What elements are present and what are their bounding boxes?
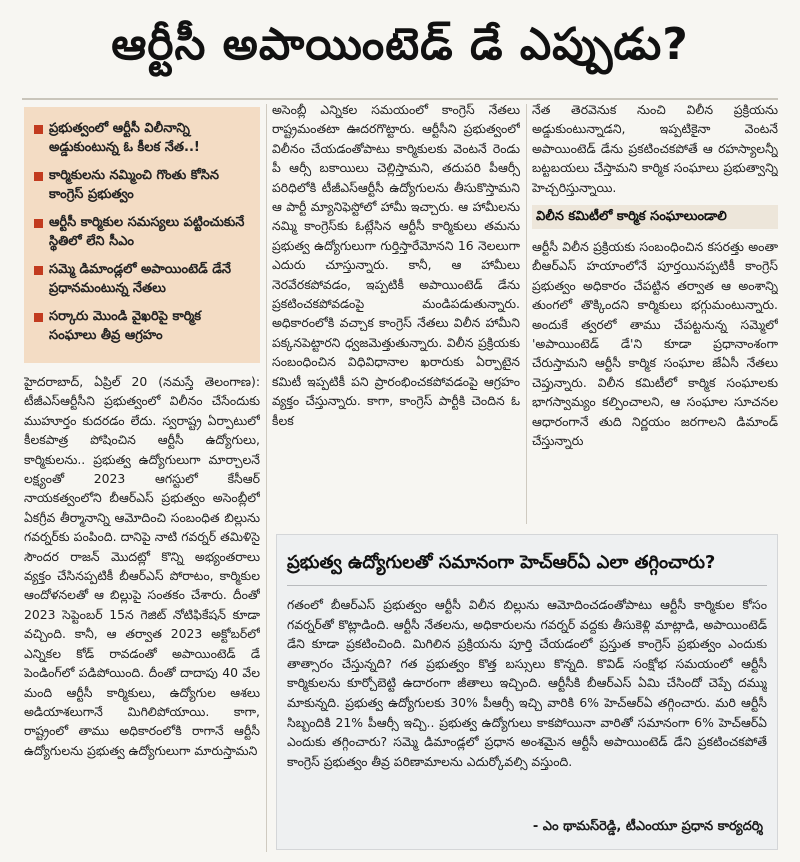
- highlight-text: కార్మికులను నమ్మించి గొంతు కోసిన కాంగ్రెస్ ప్రభుత్వం: [49, 168, 220, 202]
- highlight-text: ఆర్టీసీ కార్మికుల సమస్యలు పట్టించుకునే స్థితిలో లేని సీఎం: [49, 215, 245, 249]
- article-paragraph: నేత తెరవెనుక నుంచి విలీన ప్రక్రియను అడ్డుకుంటున్నాడని, ఇప్పటికైనా వెంటనే అపాయింటెడ్ డేను ప్రకటించకపోతే ఆ రహస్యాలన్నీ బట్టబయలు చేస్తామని కార్మిక సంఘాలు ప్రభుత్వాన్ని హెచ్చరిస్తున్నాయి.: [532, 102, 778, 195]
- square-bullet-icon: [34, 313, 43, 322]
- square-bullet-icon: [34, 219, 43, 228]
- column-divider: [526, 104, 527, 524]
- square-bullet-icon: [34, 266, 43, 275]
- quote-box-divider: [287, 585, 767, 586]
- quote-signature: - ఎం థామస్‌రెడ్డి, టీఎంయూ ప్రధాన కార్యదర్శి: [532, 819, 763, 834]
- article-column-1: [24, 372, 260, 850]
- article-paragraph: ఆర్టీసీ విలీన ప్రక్రియకు సంబంధించిన కసరత్తు అంతా బీఆర్ఎస్ హయాంలోనే పూర్తయినప్పటికీ కాంగ్రెస్ ప్రభుత్వం అధికారం చేపట్టిన తర్వాత ఆ అంశాన్ని తుంగలో తొక్కిందని కార్మికులు భగ్గుమంటున్నారు. అందుకే త్వరలో తాము చేపట్టనున్న సమ్మెలో 'అపాయింటెడ్ డే'ని కూడా ప్రధానాంశంగా చేరుస్తామని ఆర్టీసీ కార్మిక సంఘాల జేఏసీ నేతలు చెప్తున్నారు. విలీన కమిటీలో కార్మిక సంఘాలకు భాగస్వామ్యం కల్పించాలని, ఆ సంఘాల సూచనల ఆధారంగానే తుది నిర్ణయం జరగాలని డిమాండ్ చేస్తున్నారు: [532, 239, 778, 449]
- highlight-item: [34, 119, 252, 157]
- page-headline: ఆర్టీసీ అపాయింటెడ్ డే ఎప్పుడు?: [111, 19, 689, 70]
- square-bullet-icon: [34, 125, 43, 134]
- column-divider: [266, 104, 267, 852]
- quote-box-title: ప్రభుత్వ ఉద్యోగులతో సమానంగా హెచ్‌ఆర్‌ఏ ఎలా తగ్గించారు?: [287, 552, 716, 573]
- section-subheading: విలీన కమిటీలో కార్మిక సంఘాలుండాలి: [532, 205, 778, 229]
- highlight-item: [34, 166, 252, 204]
- highlight-text: సమ్మె డిమాండ్లలో అపాయింటెడ్ డేనే ప్రధానమంటున్న నేతలు: [49, 262, 232, 296]
- article-paragraph: అసెంబ్లీ ఎన్నికల సమయంలో కాంగ్రెస్ నేతలు రాష్ట్రమంతటా ఊదరగొట్టారు. ఆర్టీసీని ప్రభుత్వంలో విలీనం చేయడంతోపాటు కార్మికులకు వెంటనే రెండు పీ ఆర్సీ బకాయిలు చెల్లిస్తామని, తదుపరి పీఆర్సీ పరిధిలోకి టీజీఎస్ఆర్టీసీ ఉద్యోగులను తీసుకొస్తామని ఆ పార్టీ మ్యానిఫెస్టోలో హామీ ఇచ్చారు. ఆ హామీలను నమ్మి కాంగ్రెస్‌కు ఓట్లేసిన ఆర్టీసీ కార్మికులు తమను ప్రభుత్వ ఉద్యోగులుగా గుర్తిస్తారేమోనని 16 నెలలుగా ఎదురు చూస్తున్నారు. కానీ, ఆ హామీలు నెరవేరకపోవడం, ఇప్పటికీ అపాయింటెడ్ డేను ప్రకటించకపోవడంపై మండిపడుతున్నారు. అధికారంలోకి వచ్చాక కాంగ్రెస్ నేతలు విలీన హామీని పక్కనపెట్టారని ధ్వజమెత్తుతున్నారు. విలీన ప్రక్రియకు సంబంధించిన విధివిధానాల ఖరారుకు ఏర్పాటైన కమిటీ ఇప్పటికీ పని ప్రారంభించకపోవడంపై ఆగ్రహం వ్యక్తం చేస్తున్నారు. కాగా, కాంగ్రెస్ పార్టీకి చెందిన ఓ కీలక: [272, 102, 520, 428]
- article-paragraph: హైదరాబాద్, ఏప్రిల్ 20 (నమస్తే తెలంగాణ): టీజీఎస్ఆర్టీసీని ప్రభుత్వంలో విలీనం చేసేందుకు ముహూర్తం కుదరడం లేదు. స్వరాష్ట్ర ఏర్పాటులో కీలకపాత్ర పోషించిన ఆర్టీసీ ఉద్యోగులు, కార్మికులను.. ప్రభుత్వ ఉద్యోగులుగా మార్చాలనే లక్ష్యంతో 2023 ఆగస్టులో కేసీఆర్ నాయకత్వంలోని బీఆర్ఎస్ ప్రభుత్వం అసెంబ్లీలో ఏకగ్రీవ తీర్మానాన్ని ఆమోదించి సంబంధిత బిల్లును గవర్నర్‌కు పంపింది. దానిపై నాటి గవర్నర్ తమిళిసై సౌందర రాజన్ మొదట్లో కొన్ని అభ్యంతరాలు వ్యక్తం చేసినప్పటికీ బీఆర్ఎస్ పోరాటం, కార్మికుల ఆందోళనలతో ఆ బిల్లుపై సంతకం చేశారు. దీంతో 2023 సెప్టెంబర్ 15న గెజిట్ నోటిఫికేషన్ కూడా వచ్చింది. కానీ, ఆ తర్వాత 2023 అక్టోబర్‌లో ఎన్నికల కోడ్ రావడంతో అపాయింటెడ్ డే పెండింగ్‌లో పడిపోయింది. దీంతో దాదాపు 40 వేల మంది ఆర్టీసీ కార్మికులు, ఉద్యోగుల ఆశలు అడియాశలుగానే మిగిలిపోయాయి. కాగా, రాష్ట్రంలో తాము అధికారంలోకి రాగానే ఆర్టీసీ ఉద్యోగులను ప్రభుత్వ ఉద్యోగులుగా మారుస్తామని: [24, 374, 260, 758]
- highlight-text: సర్కారు మొండి వైఖరిపై కార్మిక సంఘాలు తీవ్ర ఆగ్రహం: [49, 309, 202, 343]
- quote-box: [276, 534, 778, 850]
- highlight-item: [34, 260, 252, 298]
- square-bullet-icon: [34, 172, 43, 181]
- highlight-item: [34, 213, 252, 251]
- highlight-text: ప్రభుత్వంలో ఆర్టీసీ విలీనాన్ని అడ్డుకుంటున్న ఓ కీలక నేత..!: [49, 121, 200, 155]
- quote-box-body: గతంలో బీఆర్ఎస్ ప్రభుత్వం ఆర్టీసీ విలీన బిల్లును ఆమోదించడంతోపాటు ఆర్టీసీ కార్మికుల కోసం గవర్నర్‌తో కొట్లాడింది. ఆర్టీసీ నేతలను, అధికారులను గవర్నర్ వద్దకు తీసుకెళ్లి మాట్లాడి, అపాయింటెడ్ డేని కూడా ప్రకటించింది. మిగిలిన ప్రక్రియను పూర్తి చేయడంలో ప్రస్తుత కాంగ్రెస్ ప్రభుత్వం ఎందుకు తాత్సారం చేస్తున్నది? గత ప్రభుత్వం కొత్త బస్సులు కొన్నది. కొవిడ్ సంక్షోభ సమయంలో ఆర్టీసీ కార్మికులను కూర్చోబెట్టి ఉదారంగా జీతాలు ఇచ్చింది. ఆర్టీసీకి బీఆర్ఎస్ ఏమి చేసిందో చెప్పే దమ్ము మాకున్నది. ప్రభుత్వ ఉద్యోగులకు 30% పీఆర్సీ ఇచ్చి వారికి 6% హెచ్‌ఆర్‌ఏ తగ్గించారు. మరి ఆర్టీసీ సిబ్బందికి 21% పీఆర్సీ ఇచ్చి.. ప్రభుత్వ ఉద్యోగులు కాకపోయినా వారితో సమానంగా 6% హెచ్‌ఆర్‌ఏ ఎందుకు తగ్గించారు? సమ్మె డిమాండ్లలో ప్రధాన అంశమైన ఆర్టీసీ అపాయింటెడ్ డేని ప్రకటించకపోతే కాంగ్రెస్ ప్రభుత్వం తీవ్ర పరిణామాలను ఎదుర్కోవల్సి వస్తుంది.: [287, 597, 767, 769]
- article-column-3: [532, 100, 778, 520]
- highlights-box: [24, 107, 260, 363]
- highlight-item: [34, 307, 252, 345]
- article-column-2: [272, 100, 520, 520]
